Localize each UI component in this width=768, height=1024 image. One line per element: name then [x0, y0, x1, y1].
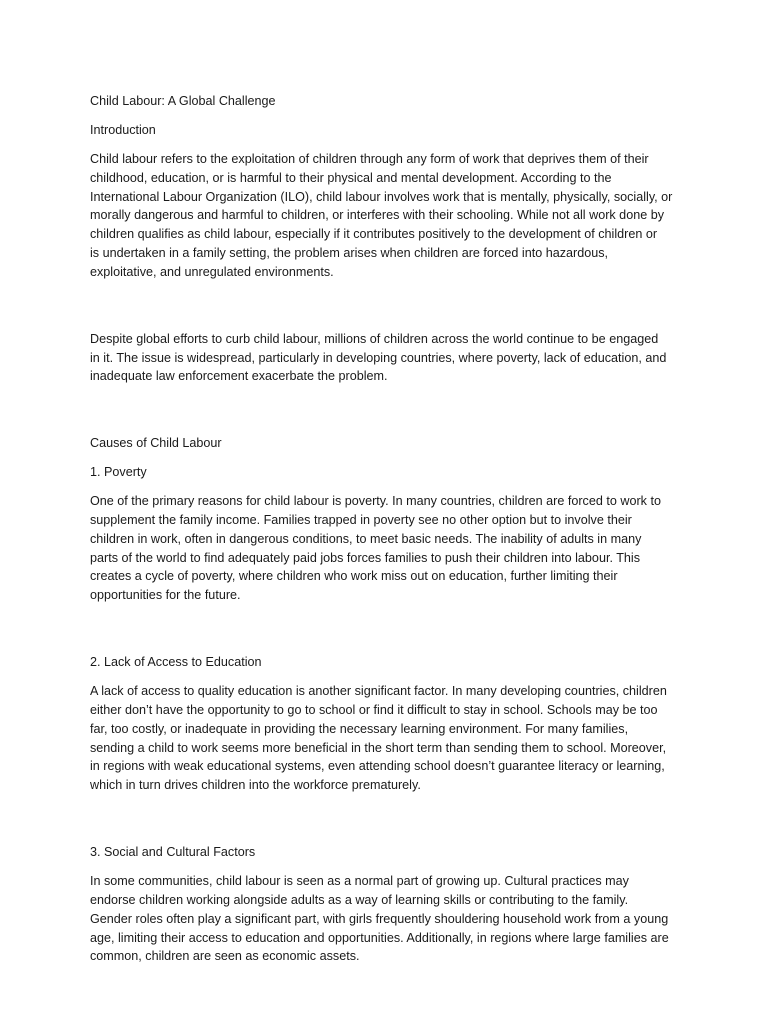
paragraph-line: Gender roles often play a significant part, with girls frequently shouldering household work from a young: [90, 911, 669, 926]
social-paragraph: [90, 872, 682, 966]
section-heading-introduction: Introduction: [90, 122, 156, 137]
paragraph-line: children qualifies as child labour, especially if it contributes positively to the development of children or: [90, 227, 658, 242]
paragraph-line: In some communities, child labour is seen as a normal part of growing up. Cultural practices may: [90, 874, 629, 889]
paragraph-line: endorse children working alongside adults as a way of learning skills or contributing to the family.: [90, 892, 629, 907]
paragraph-line: International Labour Organization (ILO), child labour involves work that is mentally, physically, socially, or: [90, 189, 673, 204]
poverty-paragraph: [90, 492, 682, 605]
paragraph-line: age, limiting their access to education and opportunities. Additionally, in regions where large families are: [90, 930, 669, 945]
paragraph-line: inadequate law enforcement exacerbate the problem.: [90, 369, 388, 384]
intro-paragraph: [90, 150, 682, 282]
paragraph-line: far, too costly, or inadequate in providing the necessary learning environment. For many families,: [90, 721, 629, 736]
blank-line: [90, 292, 682, 330]
subheading-poverty: 1. Poverty: [90, 465, 147, 480]
subheading-education: 2. Lack of Access to Education: [90, 655, 262, 670]
subheading-social-cultural: 3. Social and Cultural Factors: [90, 845, 256, 860]
blank-line: [90, 805, 682, 843]
paragraph-line: Child labour refers to the exploitation of children through any form of work that deprives them of their: [90, 151, 649, 166]
paragraph-line: in it. The issue is widespread, particularly in developing countries, where poverty, lack of education, and: [90, 350, 667, 365]
paragraph-line: is undertaken in a family setting, the problem arises when children are forced into hazardous,: [90, 245, 609, 260]
paragraph-line: One of the primary reasons for child labour is poverty. In many countries, children are forced to work to: [90, 494, 661, 509]
paragraph-line: sending a child to work seems more beneficial in the short term than sending them to school. Moreover,: [90, 740, 667, 755]
paragraph-line: exploitative, and unregulated environments.: [90, 264, 334, 279]
paragraph-line: childhood, education, or is harmful to their physical and mental development. According to the: [90, 170, 612, 185]
document-title: Child Labour: A Global Challenge: [90, 94, 276, 108]
paragraph-line: Despite global efforts to curb child labour, millions of children across the world continue to be engaged: [90, 331, 659, 346]
section-heading-causes: Causes of Child Labour: [90, 436, 222, 451]
paragraph-line: creates a cycle of poverty, where children who work miss out on education, further limiting their: [90, 569, 618, 584]
paragraph-line: morally dangerous and harmful to children, or interferes with their schooling. While not all work done by: [90, 208, 664, 223]
paragraph-line: in regions with weak educational systems, even attending school doesn’t guarantee literacy or learning,: [90, 759, 665, 774]
paragraph-line: opportunities for the future.: [90, 588, 241, 603]
paragraph-line: which in turn drives children into the workforce prematurely.: [90, 778, 421, 793]
paragraph-line: common, children are seen as economic assets.: [90, 949, 360, 964]
paragraph-line: children in work, often in dangerous conditions, to meet basic needs. The inability of adults in many: [90, 531, 642, 546]
paragraph-line: parts of the world to find adequately paid jobs forces families to push their children into labour. This: [90, 550, 641, 565]
intro-paragraph-2: [90, 330, 682, 386]
blank-line: [90, 615, 682, 653]
paragraph-line: supplement the family income. Families trapped in poverty see no other option but to involve their: [90, 513, 632, 528]
education-paragraph: [90, 682, 682, 795]
blank-line: [90, 396, 682, 434]
document-body: [90, 92, 682, 976]
paragraph-line: A lack of access to quality education is another significant factor. In many developing countries, children: [90, 684, 667, 699]
paragraph-line: either don’t have the opportunity to go to school or find it difficult to stay in school. Schools may be too: [90, 703, 658, 718]
